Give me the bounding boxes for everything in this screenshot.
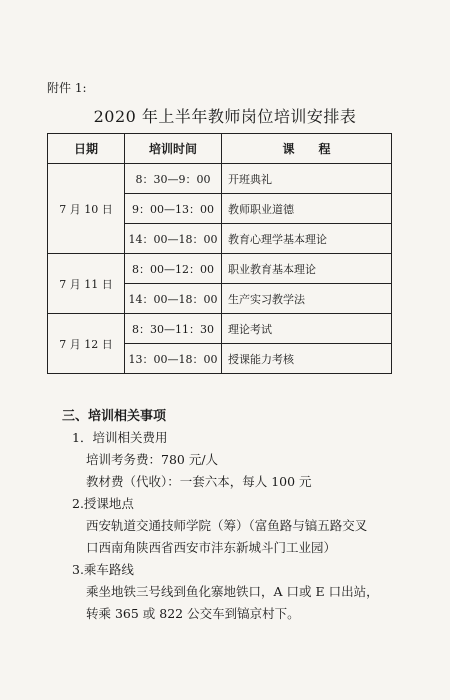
- fee-line: 教材费（代收）：一套六本，每人 100 元: [86, 474, 312, 489]
- table-header-row: [48, 134, 392, 164]
- time-cell: 8：30—9：00: [125, 164, 222, 194]
- time-cell: 8：30—11：30: [125, 314, 222, 344]
- route-line: 转乘 365 或 822 公交车到镐京村下。: [86, 606, 300, 621]
- course-cell: 教师职业道德: [222, 194, 392, 224]
- section-heading: 三、培训相关事项: [62, 409, 167, 424]
- location-line: 西安轨道交通技师学院（筹）（富鱼路与镐五路交叉: [86, 518, 368, 533]
- header-date: 日期: [48, 134, 125, 164]
- item-heading-location: 2.授课地点: [72, 496, 134, 511]
- time-cell: 14：00—18：00: [125, 284, 222, 314]
- attachment-label: 附件 1:: [47, 81, 87, 95]
- table-row: [48, 254, 392, 284]
- time-cell: 9：00—13：00: [125, 194, 222, 224]
- course-cell: 理论考试: [222, 314, 392, 344]
- fee-line: 培训考务费：780 元/人: [86, 452, 219, 467]
- course-cell: 教育心理学基本理论: [222, 224, 392, 254]
- course-cell: 职业教育基本理论: [222, 254, 392, 284]
- course-cell: 生产实习教学法: [222, 284, 392, 314]
- course-cell: 授课能力考核: [222, 344, 392, 374]
- item-heading-route: 3.乘车路线: [72, 562, 134, 577]
- schedule-table: [47, 133, 392, 374]
- table-row: [48, 314, 392, 344]
- date-cell: 7 月 11 日: [48, 254, 125, 314]
- course-cell: 开班典礼: [222, 164, 392, 194]
- date-cell: 7 月 12 日: [48, 314, 125, 374]
- header-course: 课 程: [222, 134, 392, 164]
- page-title: 2020 年上半年教师岗位培训安排表: [93, 107, 357, 126]
- location-line: 口西南角陕西省西安市沣东新城斗门工业园）: [86, 540, 337, 555]
- date-cell: 7 月 10 日: [48, 164, 125, 254]
- header-time: 培训时间: [125, 134, 222, 164]
- item-heading-fees: 1．培训相关费用: [72, 430, 168, 445]
- time-cell: 14：00—18：00: [125, 224, 222, 254]
- route-line: 乘坐地铁三号线到鱼化寨地铁口，A 口或 E 口出站，: [86, 584, 379, 599]
- time-cell: 13：00—18：00: [125, 344, 222, 374]
- table-row: [48, 164, 392, 194]
- time-cell: 8：00—12：00: [125, 254, 222, 284]
